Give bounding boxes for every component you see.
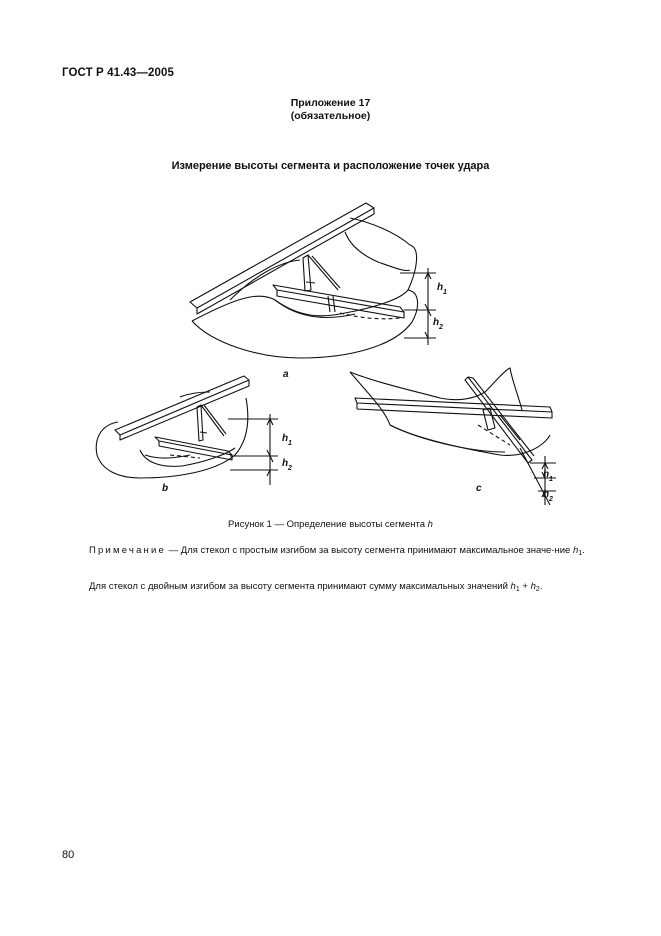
dim-h2-sub-b: 2 (288, 465, 292, 472)
dim-h1-label-a: h (437, 282, 444, 293)
dim-h2-label-a: h (433, 317, 440, 328)
figure-caption (0, 519, 661, 530)
dim-h2-sub-c: 2 (549, 496, 553, 503)
caption-variable: h (427, 519, 433, 530)
paragraph-plus: + (519, 581, 531, 592)
section-title: Измерение высоты сегмента и расположение точек удара (171, 160, 490, 172)
diagram-a (190, 203, 447, 380)
diagram-c (350, 368, 556, 505)
note-dash: — (166, 545, 181, 556)
paragraph-var2: h (530, 581, 536, 592)
label-c: c (476, 483, 482, 494)
double-bend-paragraph (62, 580, 602, 597)
paragraph-end: . (539, 581, 543, 592)
note-var-sub: 1 (578, 550, 583, 557)
caption-text: Рисунок 1 — Определение высоты сегмента (228, 519, 428, 530)
dim-h1-label-c: h (543, 469, 550, 480)
note-label: Примечание (89, 545, 166, 556)
paragraph-var2-sub: 2 (535, 586, 540, 593)
dim-h1-sub-b: 1 (288, 440, 292, 447)
diagram-b (96, 376, 292, 494)
segment-height-figure (0, 190, 661, 515)
note-text: Для стекол с простым изгибом за высоту сегмента принимают максимальное значе-ние (180, 545, 573, 556)
annex-status: (обязательное) (290, 110, 371, 122)
paragraph-text: Для стекол с двойным изгибом за высоту сегмента принимают сумму максимальных значений (89, 581, 511, 592)
dim-h1-label-b: h (282, 433, 289, 444)
label-a: a (283, 369, 289, 380)
dim-h2-label-c: h (543, 489, 550, 500)
page-number: 80 (62, 849, 75, 861)
paragraph-var1-sub: 1 (515, 586, 520, 593)
dim-h2-label-b: h (282, 458, 289, 469)
document-header: ГОСТ Р 41.43—2005 (62, 67, 174, 79)
paragraph-var1: h (510, 581, 516, 592)
note-var: h (572, 545, 579, 556)
dim-h1-sub-a: 1 (443, 289, 447, 296)
dim-h2-sub-a: 2 (439, 324, 443, 331)
annex-number: Приложение 17 (290, 97, 371, 109)
label-b: b (162, 483, 169, 494)
note-end: . (582, 545, 585, 556)
dim-h1-sub-c: 1 (549, 476, 553, 483)
note-paragraph (62, 544, 602, 561)
